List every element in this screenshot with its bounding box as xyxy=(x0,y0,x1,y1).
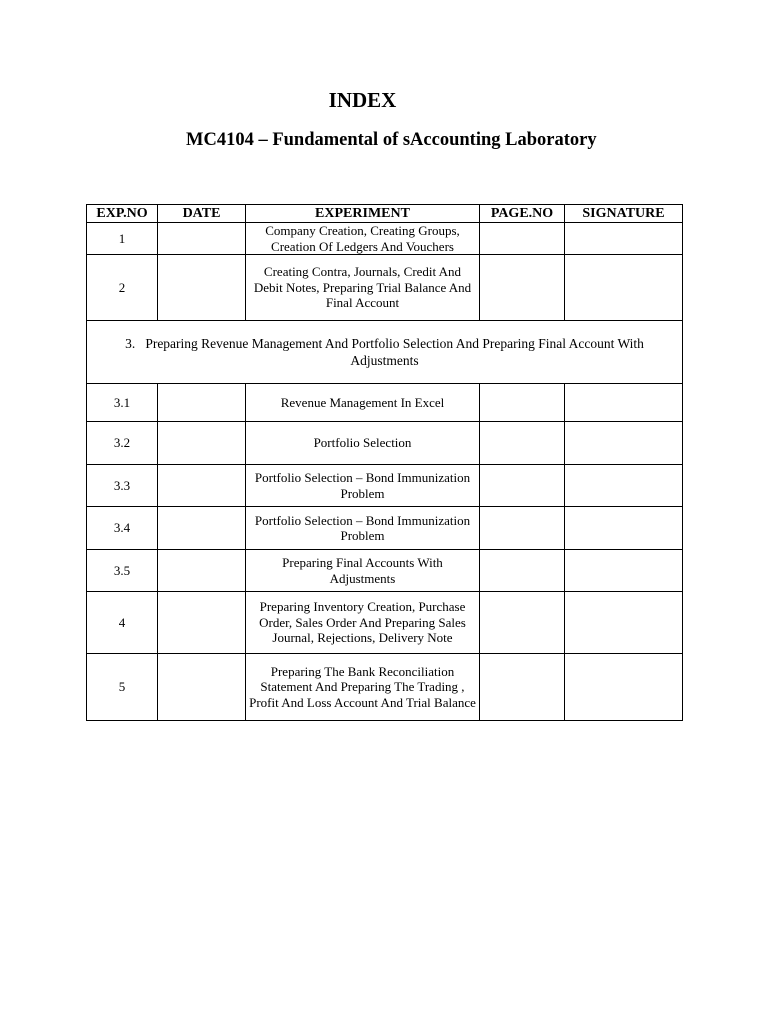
experiment-cell: Portfolio Selection xyxy=(246,422,480,465)
section-number: 3. xyxy=(125,336,136,351)
exp-no-cell: 5 xyxy=(87,654,158,721)
page-no-cell xyxy=(480,422,565,465)
page-no-cell xyxy=(480,223,565,255)
exp-no-cell: 2 xyxy=(87,255,158,321)
experiment-cell: Preparing Final Accounts With Adjustments xyxy=(246,550,480,592)
experiment-cell: Preparing Inventory Creation, Purchase Order, Sales Order And Preparing Sales Journal, Rejections, Delivery Note xyxy=(246,592,480,654)
date-cell xyxy=(158,550,246,592)
table-row xyxy=(87,422,683,465)
date-cell xyxy=(158,255,246,321)
table-header-row xyxy=(87,205,683,223)
signature-cell xyxy=(565,255,683,321)
signature-cell xyxy=(565,592,683,654)
section-row xyxy=(87,321,683,384)
date-cell xyxy=(158,592,246,654)
page-no-cell xyxy=(480,592,565,654)
date-cell xyxy=(158,654,246,721)
page-no-cell xyxy=(480,255,565,321)
table-row xyxy=(87,654,683,721)
header-page-no: PAGE.NO xyxy=(480,205,565,223)
table-row xyxy=(87,384,683,422)
table-row xyxy=(87,255,683,321)
exp-no-cell: 4 xyxy=(87,592,158,654)
table-row xyxy=(87,592,683,654)
index-table xyxy=(86,204,683,721)
exp-no-cell: 3.3 xyxy=(87,465,158,507)
exp-no-cell: 3.1 xyxy=(87,384,158,422)
header-date: DATE xyxy=(158,205,246,223)
signature-cell xyxy=(565,223,683,255)
page-no-cell xyxy=(480,654,565,721)
signature-cell xyxy=(565,384,683,422)
section-heading-cell xyxy=(87,321,683,384)
page-no-cell xyxy=(480,507,565,550)
signature-cell xyxy=(565,550,683,592)
table-row xyxy=(87,507,683,550)
course-title: MC4104 – Fundamental of sAccounting Laboratory xyxy=(186,130,597,150)
experiment-cell: Portfolio Selection – Bond Immunization Problem xyxy=(246,507,480,550)
exp-no-cell: 3.4 xyxy=(87,507,158,550)
experiment-cell: Portfolio Selection – Bond Immunization Problem xyxy=(246,465,480,507)
exp-no-cell: 1 xyxy=(87,223,158,255)
experiment-cell: Creating Contra, Journals, Credit And Debit Notes, Preparing Trial Balance And Final Account xyxy=(246,255,480,321)
page-no-cell xyxy=(480,465,565,507)
header-signature: SIGNATURE xyxy=(565,205,683,223)
signature-cell xyxy=(565,654,683,721)
page-title: INDEX xyxy=(328,88,397,112)
header-exp-no: EXP.NO xyxy=(87,205,158,223)
exp-no-cell: 3.2 xyxy=(87,422,158,465)
table-row xyxy=(87,550,683,592)
exp-no-cell: 3.5 xyxy=(87,550,158,592)
date-cell xyxy=(158,384,246,422)
table-row xyxy=(87,465,683,507)
signature-cell xyxy=(565,507,683,550)
date-cell xyxy=(158,223,246,255)
page-no-cell xyxy=(480,550,565,592)
table-row xyxy=(87,223,683,255)
signature-cell xyxy=(565,422,683,465)
signature-cell xyxy=(565,465,683,507)
date-cell xyxy=(158,465,246,507)
experiment-cell: Revenue Management In Excel xyxy=(246,384,480,422)
header-experiment: EXPERIMENT xyxy=(246,205,480,223)
experiment-cell: Company Creation, Creating Groups, Creation Of Ledgers And Vouchers xyxy=(246,223,480,255)
date-cell xyxy=(158,507,246,550)
experiment-cell: Preparing The Bank Reconciliation Statement And Preparing The Trading , Profit And Loss Account And Trial Balance xyxy=(246,654,480,721)
date-cell xyxy=(158,422,246,465)
section-title: Preparing Revenue Management And Portfolio Selection And Preparing Final Account With Adjustments xyxy=(145,336,644,368)
page-no-cell xyxy=(480,384,565,422)
